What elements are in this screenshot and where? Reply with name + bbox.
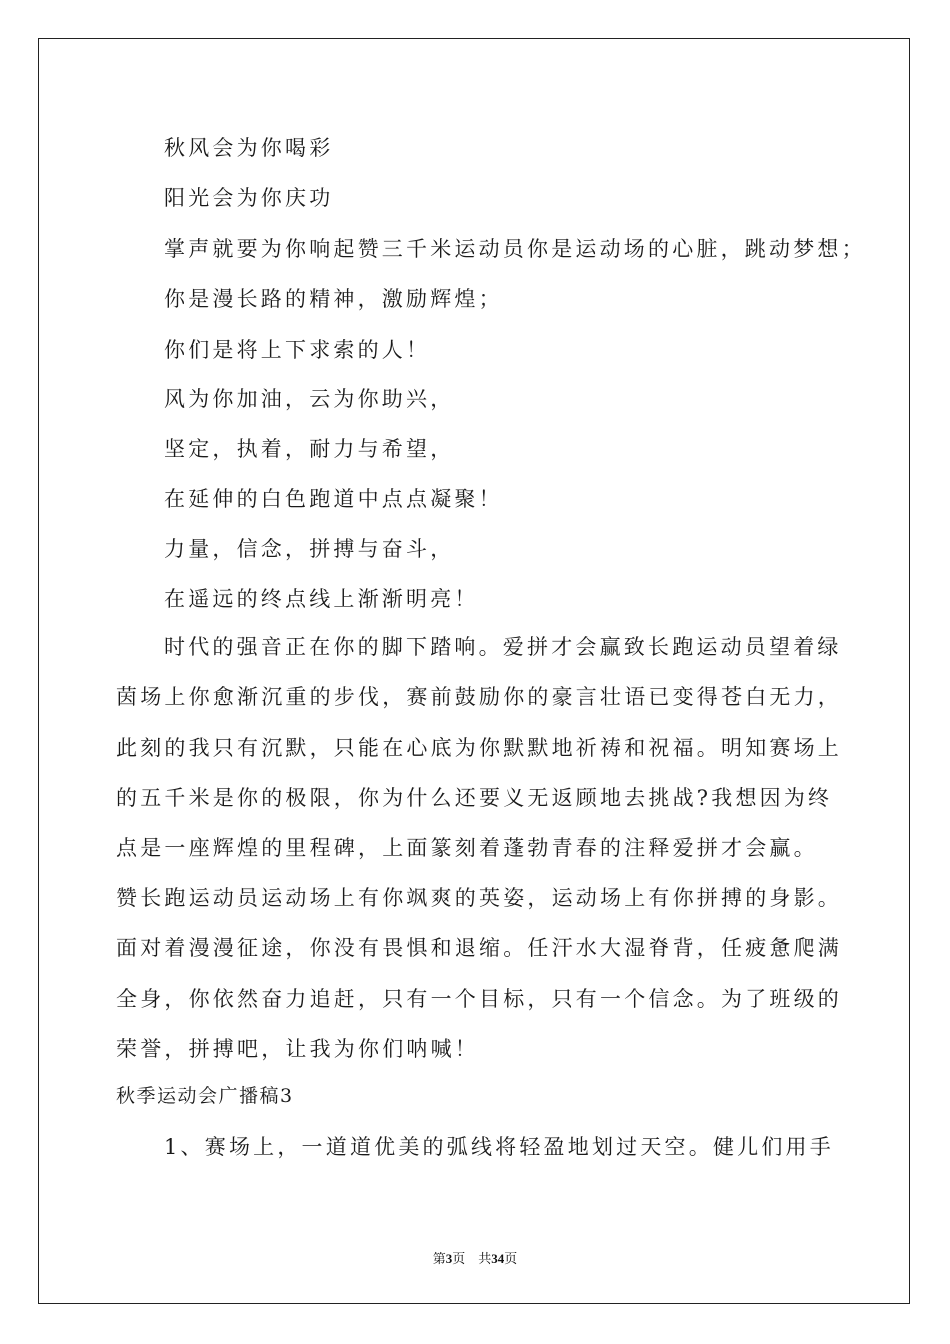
poem-line: 阳光会为你庆功 <box>164 186 334 210</box>
paragraph-line: 面对着漫漫征途，你没有畏惧和退缩。任汗水大湿脊背，任疲惫爬满 <box>116 936 842 960</box>
paragraph-line: 全身，你依然奋力追赶，只有一个目标，只有一个信念。为了班级的 <box>116 987 842 1011</box>
poem-line: 秋风会为你喝彩 <box>164 136 334 160</box>
poem-line: 风为你加油，云为你助兴， <box>164 387 455 411</box>
paragraph-line: 此刻的我只有沉默，只能在心底为你默默地祈祷和祝福。明知赛场上 <box>116 736 842 760</box>
poem-line: 在遥远的终点线上渐渐明亮！ <box>164 587 479 611</box>
page-border <box>38 38 910 1304</box>
poem-line: 坚定，执着，耐力与希望， <box>164 437 455 461</box>
footer-mid: 页 共 <box>452 1251 492 1266</box>
footer-total-pages: 34 <box>491 1251 505 1266</box>
paragraph-line: 的五千米是你的极限，你为什么还要义无返顾地去挑战?我想因为终 <box>116 786 833 810</box>
poem-line: 掌声就要为你响起赞三千米运动员你是运动场的心脏，跳动梦想； <box>164 237 866 261</box>
footer-prefix: 第 <box>432 1251 446 1266</box>
page-footer <box>0 1248 950 1267</box>
poem-line: 在延伸的白色跑道中点点凝聚！ <box>164 487 503 511</box>
paragraph-line: 1、赛场上，一道道优美的弧线将轻盈地划过天空。健儿们用手 <box>164 1135 834 1159</box>
footer-page-number: 3 <box>445 1251 453 1266</box>
footer-suffix: 页 <box>504 1251 518 1266</box>
paragraph-line: 赞长跑运动员运动场上有你飒爽的英姿，运动场上有你拼搏的身影。 <box>116 886 842 910</box>
section-heading: 秋季运动会广播稿3 <box>116 1085 294 1107</box>
paragraph-line: 时代的强音正在你的脚下踏响。爱拼才会赢致长跑运动员望着绿 <box>164 635 842 659</box>
paragraph-line: 点是一座辉煌的里程碑，上面篆刻着蓬勃青春的注释爱拼才会赢。 <box>116 836 818 860</box>
poem-line: 你们是将上下求索的人！ <box>164 338 431 362</box>
poem-line: 你是漫长路的精神，激励辉煌； <box>164 287 503 311</box>
paragraph-line: 茵场上你愈渐沉重的步伐，赛前鼓励你的豪言壮语已变得苍白无力， <box>116 685 842 709</box>
poem-line: 力量，信念，拼搏与奋斗， <box>164 537 455 561</box>
paragraph-line: 荣誉，拼搏吧，让我为你们呐喊！ <box>116 1037 479 1061</box>
